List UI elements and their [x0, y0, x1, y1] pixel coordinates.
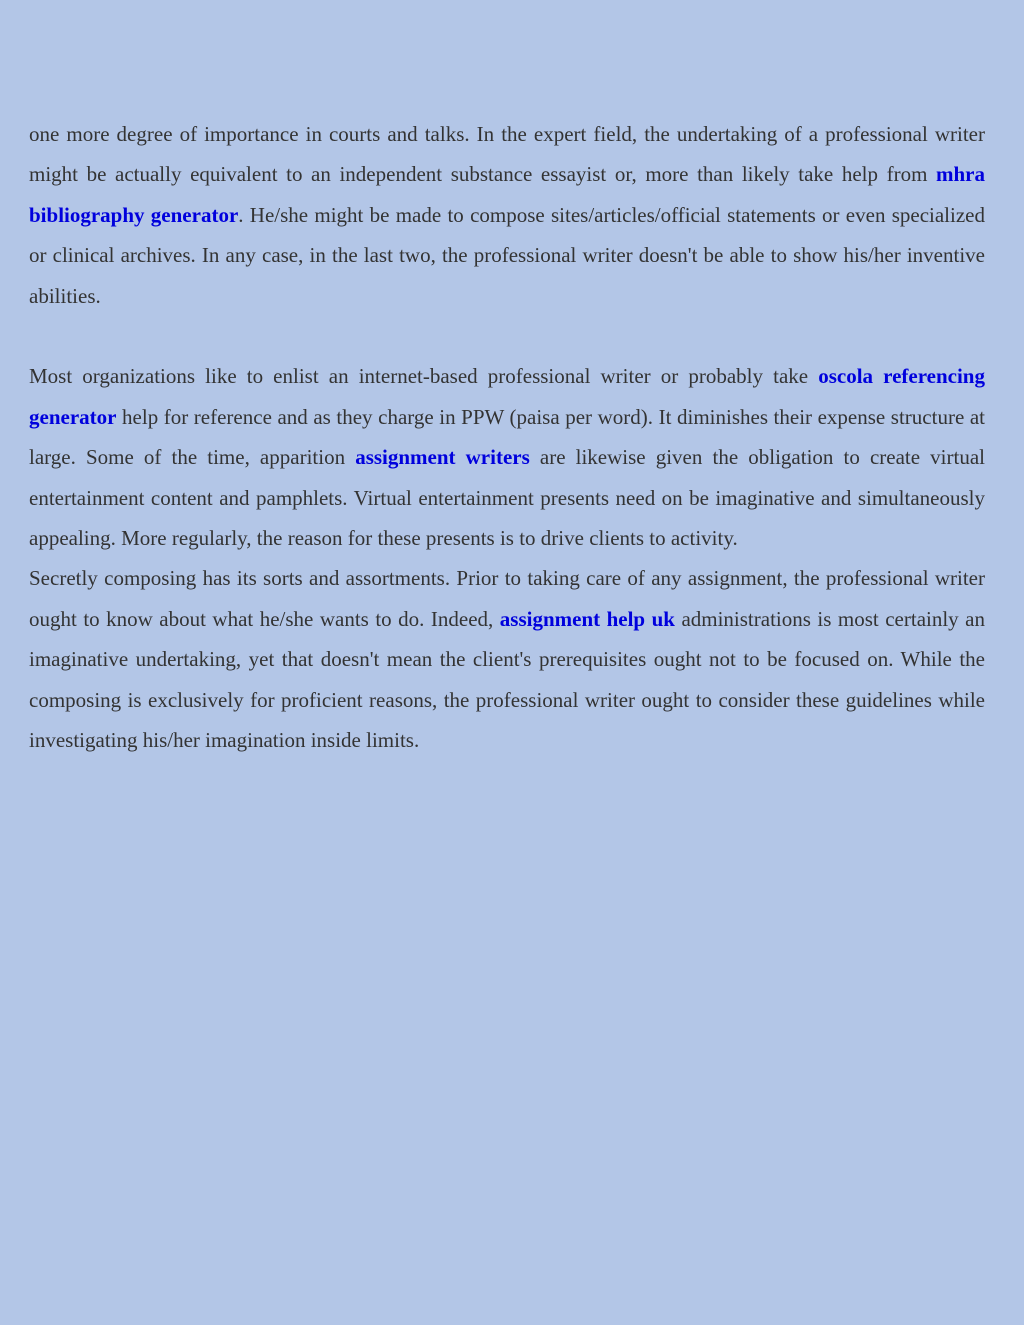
document-body [29, 114, 985, 760]
paragraph-text: help for reference and as they charge in PPW (paisa per word). It diminishes their expense structure at large. Some of the time, apparition [29, 404, 985, 470]
paragraph-text: one more degree of importance in courts and talks. In the expert field, the undertaking of a professional writer might be actually equivalent to an independent substance essayist or, more than likely take help from [29, 122, 985, 187]
link-oscola-referencing-generator[interactable]: oscola referencing generator [29, 364, 985, 429]
paragraph-text: Secretly composing has its sorts and assortments. Prior to taking care of any assignment, the professional writer ought to know about what he/she wants to do. Indeed, [29, 566, 985, 631]
paragraph-3 [29, 558, 985, 760]
link-assignment-help-uk[interactable]: assignment help uk [499, 606, 675, 631]
paragraph-1 [29, 114, 985, 316]
link-mhra-bibliography-generator[interactable]: mhra bibliography generator [29, 162, 985, 227]
link-assignment-writers[interactable]: assignment writers [355, 445, 530, 470]
paragraph-text: are likewise given the obligation to create virtual entertainment content and pamphlets. Virtual entertainment presents need on be imaginative and simultaneously appealing. More regularly, the reason for these presents is to drive clients to activity. [29, 445, 985, 551]
paragraph-text: administrations is most certainly an imaginative undertaking, yet that doesn't mean the client's prerequisites ought not to be focused on. While the composing is exclusively for proficient reasons, the professional writer ought to consider these guidelines while investigating his/her imagination inside limits. [29, 606, 985, 753]
paragraph-text: Most organizations like to enlist an internet-based professional writer or probably take [29, 364, 819, 389]
paragraph-text: . He/she might be made to compose sites/articles/official statements or even specialized or clinical archives. In any case, in the last two, the professional writer doesn't be able to show his/her inventive abilities. [29, 202, 985, 308]
paragraph-2 [29, 356, 985, 558]
